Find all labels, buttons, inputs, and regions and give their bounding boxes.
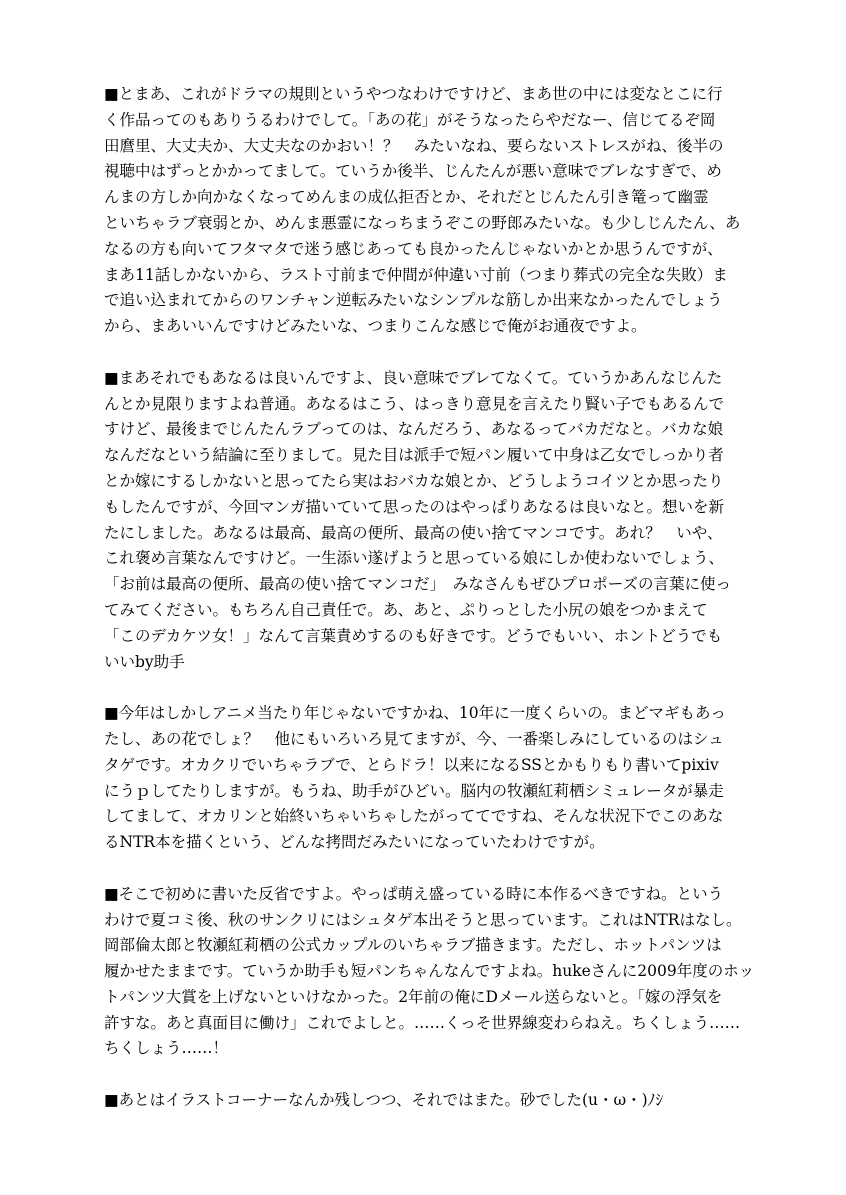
text-line: 「お前は最高の便所、最高の使い捨てマンコだ」 みなさんもぜひプロポーズの言葉に使っ <box>104 575 731 594</box>
text-line: とか嫁にするしかないと思ってたら実はおバカな娘とか、どうしようコイツとか思ったり <box>104 471 724 490</box>
text-line: んとか見限りますよね普通。あなるはこう、はっきり意見を言えたり賢い子でもあるんで <box>104 394 725 413</box>
text-line: 田麿里、大丈夫か、大丈夫なのかおい！？ みたいなね、要らないストレスがね、後半の <box>104 136 724 155</box>
text-line: タゲです。オカクリでいちゃラブで、とらドラ！以来になるSSとかもりもり書いてpixiv <box>104 755 719 774</box>
text-line: これ褒め言葉なんですけど。一生添い遂げようと思っている娘にしか使わないでしょう、 <box>104 549 725 568</box>
text-line: もしたんですが、今回マンガ描いていて思ったのはやっぱりあなるは良いなと。想いを新 <box>104 497 725 516</box>
text-line: 視聴中はずっとかかってまして。ていうか後半、じんたんが悪い意味でブレなすぎで、め <box>104 162 722 181</box>
paragraph-drama-rules <box>104 82 764 340</box>
paragraph-anaru <box>104 366 764 676</box>
text-line: から、まあいいんですけどみたいな、つまりこんな感じで俺がお通夜ですよ。 <box>104 317 647 336</box>
text-line: るNTR本を描くという、どんな拷問だみたいになっていたわけですが。 <box>104 833 605 852</box>
text-line: ■まあそれでもあなるは良いんですよ、良い意味でブレてなくて。ていうかあんなじんた <box>104 368 723 387</box>
text-line: にうｐしてたりしますが。もうね、助手がひどい。脳内の牧瀬紅莉栖シミュレータが暴走 <box>104 781 724 800</box>
text-line: 岡部倫太郎と牧瀬紅莉栖の公式カップルのいちゃラブ描きます。ただし、ホットパンツは <box>104 936 722 955</box>
text-line: ちくしょう……！ <box>104 1039 229 1058</box>
text-line: てみてください。もちろん自己責任で。あ、あと、ぷりっとした小尻の娘をつかまえて <box>104 600 708 619</box>
text-line: で追い込まれてからのワンチャン逆転みたいなシンプルな筋しか出来なかったんでしょう <box>104 291 723 310</box>
text-line: たにしました。あなるは最高、最高の便所、最高の使い捨てマンコです。あれ？ いや、 <box>104 523 723 542</box>
text-line: ■今年はしかしアニメ当たり年じゃないですかね、10年に一度くらいの。まどマギもあっ <box>104 704 726 723</box>
text-line: く作品ってのもありうるわけでして。「あの花」がそうなったらやだなー、信じてるぞ岡 <box>104 110 716 129</box>
text-line: いいby助手 <box>104 652 185 671</box>
text-line: ■そこで初めに書いた反省ですよ。やっぱ萌え盛っている時に本作るべきですね。という <box>104 884 724 903</box>
afterword-text <box>104 82 764 1140</box>
text-line: 「このデカケツ女！」なんて言葉責めするのも好きです。どうでもいい、ホントどうでも <box>104 626 723 645</box>
text-line: まあ11話しかないから、ラスト寸前まで仲間が仲違い寸前（つまり葬式の完全な失敗）ま <box>104 265 728 284</box>
text-line: たし、あの花でしょ？ 他にもいろいろ見てますが、今、一番楽しみにしているのはシュ <box>104 729 724 748</box>
paragraph-closing <box>104 1088 764 1114</box>
text-line: なるの方も向いてフタマタで迷う感じあっても良かったんじゃないかとか思うんですが、 <box>104 239 723 258</box>
text-line: ■あとはイラストコーナーなんか残しつつ、それではまた。砂でした(u・ω・)ﾉｼ <box>104 1091 664 1110</box>
text-line: トパンツ大賞を上げないといけなかった。2年前の俺にDメール送らないと。「嫁の浮気を <box>104 987 723 1006</box>
text-line: なんだなという結論に至りまして。見た目は派手で短パン履いて中身は乙女でしっかり者 <box>104 446 724 465</box>
text-line: 許すな。あと真面目に働け」これでよしと。……くっそ世界線変わらねえ。ちくしょう…… <box>104 1013 741 1032</box>
text-line: んまの方しか向かなくなってめんまの成仏拒否とか、それだとじんたん引き篭って幽霊 <box>104 188 709 207</box>
paragraph-next-book <box>104 882 764 1063</box>
text-line: すけど、最後までじんたんラブってのは、なんだろう、あなるってバカだなと。バカな娘 <box>104 420 724 439</box>
text-line: 履かせたままです。ていうか助手も短パンちゃんなんですよね。hukeさんに2009年度のホッ <box>104 962 755 981</box>
text-line: といちゃラブ衰弱とか、めんま悪霊になっちまうぞこの野郎みたいな。も少しじんたん、あ <box>104 213 741 232</box>
text-line: ■とまあ、これがドラマの規則というやつなわけですけど、まあ世の中には変なとこに行 <box>104 85 723 103</box>
paragraph-anime-year <box>104 701 764 856</box>
text-line: わけで夏コミ後、秋のサンクリにはシュタゲ本出そうと思っています。これはNTRはなし。 <box>104 910 742 929</box>
text-line: してまして、オカリンと始終いちゃいちゃしたがっててですね、そんな状況下でこのあな <box>104 807 724 826</box>
